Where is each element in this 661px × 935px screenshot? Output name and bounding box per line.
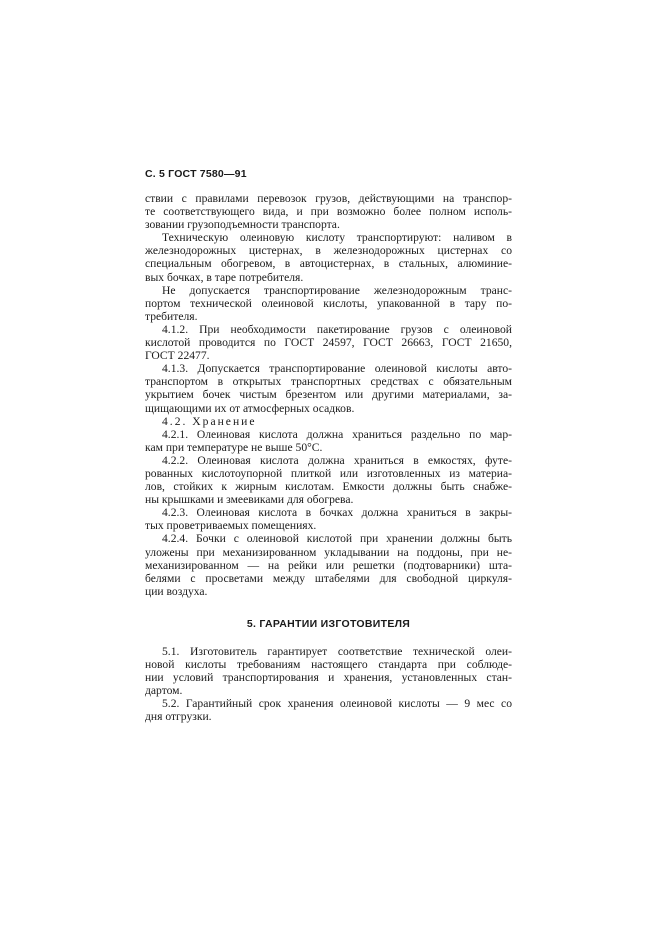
- text-line: ны крышками и змеевиками для обогрева.: [145, 493, 354, 507]
- text-line: нии условий транспортирования и хранения, установленных стан-: [145, 671, 512, 685]
- text-line: железнодорожных цистернах, в железнодорожных цистернах со: [145, 244, 512, 258]
- text-line: ствии с правилами перевозок грузов, действующими на транспор-: [145, 192, 512, 205]
- text-line: Не допускается транспортирование железнодорожным транс-: [162, 283, 512, 297]
- text-line: зовании грузоподъемности транспорта.: [145, 218, 340, 232]
- text-line: те соответствующего вида, и при возможно более полном исполь-: [145, 205, 512, 219]
- text-line: белями с просветами между штабелями для свободной циркуля-: [145, 571, 512, 585]
- text-line: дня отгрузки.: [145, 710, 212, 724]
- page-header: С. 5 ГОСТ 7580—91: [145, 168, 247, 180]
- text-line: ГОСТ 22477.: [145, 349, 210, 363]
- text-line: рованных кислотоупорной плиткой или изготовленных из материа-: [145, 466, 512, 480]
- text-line: 5.1. Изготовитель гарантирует соответствие технической олеи-: [162, 645, 512, 658]
- text-line: специальным обогревом, в автоцистернах, в стальных, алюминие-: [145, 257, 512, 271]
- text-line: 5.2. Гарантийный срок хранения олеиновой кислоты — 9 мес со: [162, 697, 512, 711]
- text-line: 4.2.1. Олеиновая кислота должна храниться раздельно по мар-: [162, 427, 512, 441]
- text-line: механизированном — на рейки или решетки (подтоварники) шта-: [145, 558, 512, 572]
- text-line: 4.1.3. Допускается транспортирование олеиновой кислоты авто-: [162, 362, 512, 376]
- text-line: Техническую олеиновую кислоту транспортируют: наливом в: [162, 231, 512, 245]
- text-line: требителя.: [145, 309, 198, 323]
- document-body: [145, 192, 512, 724]
- text-line: щищающими их от атмосферных осадков.: [145, 401, 355, 415]
- text-line: кам при температуре не выше 50°С.: [145, 440, 323, 454]
- text-line: портом технической олеиновой кислоты, упакованной в тару по-: [145, 296, 512, 310]
- text-line: укрытием бочек чистым брезентом или другими материалами, за-: [145, 388, 512, 402]
- text-line: транспортом в открытых транспортных средствах с обязательным: [145, 375, 512, 389]
- subsection-heading: 4.2. Хранение: [162, 414, 257, 428]
- section-title: 5. ГАРАНТИИ ИЗГОТОВИТЕЛЯ: [246, 617, 411, 630]
- text-line: уложены при механизированном укладывании на поддоны, при не-: [145, 545, 512, 559]
- text-line: 4.2.4. Бочки с олеиновой кислотой при хранении должны быть: [162, 532, 512, 546]
- text-line: 4.1.2. При необходимости пакетирование грузов с олеиновой: [162, 322, 512, 336]
- text-line: дартом.: [145, 684, 183, 698]
- text-line: кислотой проводится по ГОСТ 24597, ГОСТ 26663, ГОСТ 21650,: [145, 336, 512, 350]
- text-line: 4.2.3. Олеиновая кислота в бочках должна храниться в закры-: [162, 506, 512, 520]
- text-line: 4.2.2. Олеиновая кислота должна храниться в емкостях, футе-: [162, 453, 512, 467]
- text-line: тых проветриваемых помещениях.: [145, 519, 317, 533]
- text-line: вых бочках, в таре потребителя.: [145, 270, 304, 284]
- text-line: лов, стойких к жирным кислотам. Емкости должны быть снабже-: [145, 480, 512, 494]
- text-line: новой кислоты требованиям настоящего стандарта при соблюде-: [145, 658, 512, 672]
- text-line: ции воздуха.: [145, 584, 208, 598]
